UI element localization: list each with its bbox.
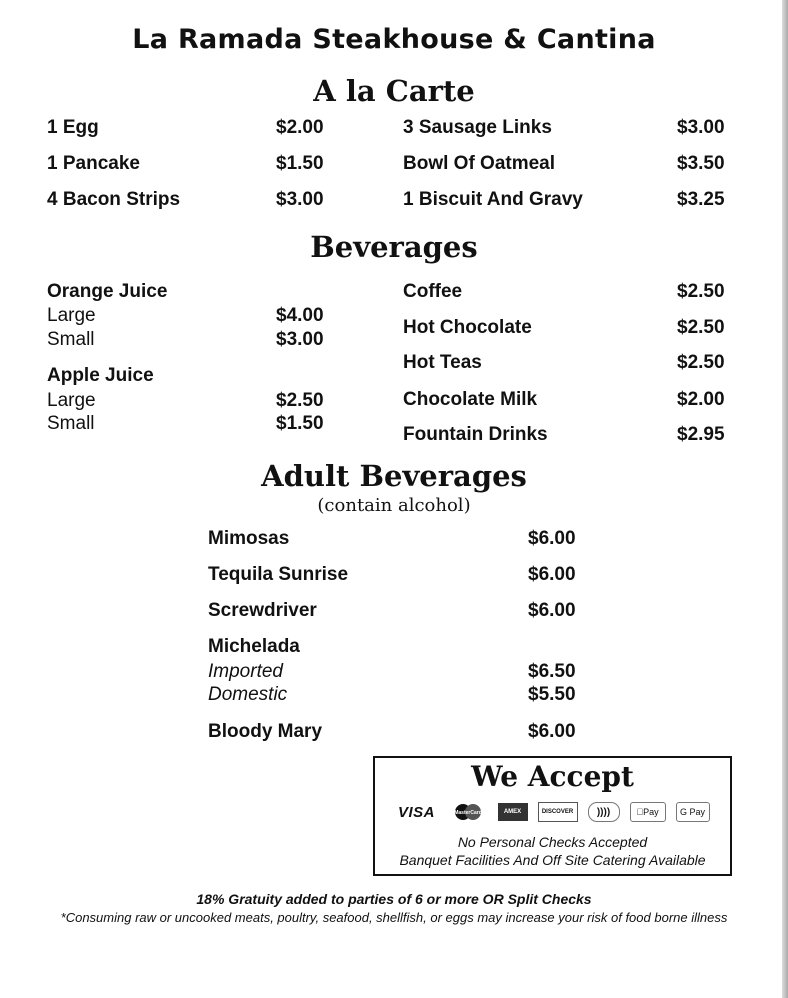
restaurant-name: La Ramada Steakhouse & Cantina xyxy=(132,24,656,55)
size-label: Large xyxy=(47,390,96,411)
menu-item-name: Tequila Sunrise xyxy=(208,564,349,585)
beverages-heading: Beverages xyxy=(310,230,478,264)
menu-item-price: $1.50 xyxy=(276,153,324,174)
menu-item-price: $5.50 xyxy=(528,684,576,705)
discover-icon: DISCOVER xyxy=(538,802,578,822)
a-la-carte-heading: A la Carte xyxy=(313,74,475,108)
menu-item-price: $6.00 xyxy=(528,528,576,549)
gratuity-note: 18% Gratuity added to parties of 6 or more OR Split Checks xyxy=(196,891,592,907)
menu-item-name: 3 Sausage Links xyxy=(403,117,552,138)
menu-item-price: $6.00 xyxy=(528,564,576,585)
contactless-icon: )))) xyxy=(588,802,620,822)
variant-label: Imported xyxy=(208,661,283,682)
menu-item-price: $2.50 xyxy=(677,317,725,338)
google-pay-icon: G Pay xyxy=(676,802,710,822)
menu-item-price: $6.00 xyxy=(528,721,576,742)
menu-item-price: $1.50 xyxy=(276,413,324,434)
menu-item-price: $2.50 xyxy=(677,281,725,302)
menu-item-price: $2.00 xyxy=(677,389,725,410)
menu-item-price: $3.50 xyxy=(677,153,725,174)
menu-item-name: 1 Biscuit And Gravy xyxy=(403,189,583,210)
menu-item-price: $2.95 xyxy=(677,424,725,445)
menu-item-name: Screwdriver xyxy=(208,600,317,621)
alcohol-note: (contain alcohol) xyxy=(317,495,471,516)
mastercard-icon xyxy=(448,803,488,821)
size-label: Small xyxy=(47,329,95,350)
payment-cards xyxy=(375,802,730,822)
menu-item-name: Chocolate Milk xyxy=(403,389,538,410)
health-disclaimer: *Consuming raw or uncooked meats, poultry, seafood, shellfish, or eggs may increase your risk of food borne illness xyxy=(60,910,728,925)
menu-item-name: Bowl Of Oatmeal xyxy=(403,153,556,174)
menu-item-name: Bloody Mary xyxy=(208,721,323,742)
menu-item-price: $3.00 xyxy=(276,189,324,210)
size-label: Small xyxy=(47,413,95,434)
menu-item-name: 4 Bacon Strips xyxy=(47,189,181,210)
catering-note: Banquet Facilities And Off Site Catering Available xyxy=(399,852,706,868)
menu-item-price: $3.00 xyxy=(276,329,324,350)
size-label: Large xyxy=(47,305,96,326)
menu-item-price: $2.50 xyxy=(276,390,324,411)
beverage-michelada: Michelada xyxy=(208,636,300,657)
menu-item-price: $2.00 xyxy=(276,117,324,138)
menu-item-name: Hot Chocolate xyxy=(403,317,532,338)
menu-item-name: 1 Pancake xyxy=(47,153,140,174)
menu-item-name: 1 Egg xyxy=(47,117,99,138)
apple-pay-text: Pay xyxy=(639,807,656,817)
mastercard-text: MasterCard xyxy=(453,810,482,816)
visa-icon: VISA xyxy=(397,803,435,821)
menu-item-price: $3.00 xyxy=(677,117,725,138)
apple-pay-icon xyxy=(630,802,666,822)
menu-item-price: $2.50 xyxy=(677,352,725,373)
beverage-orange-juice: Orange Juice xyxy=(47,281,168,302)
menu-item-name: Coffee xyxy=(403,281,463,302)
menu-item-name: Mimosas xyxy=(208,528,290,549)
menu-item-price: $6.50 xyxy=(528,661,576,682)
menu-item-name: Fountain Drinks xyxy=(403,424,548,445)
amex-icon: AMEX xyxy=(498,803,528,821)
beverage-apple-juice: Apple Juice xyxy=(47,365,154,386)
menu-item-name: Hot Teas xyxy=(403,352,482,373)
menu-item-price: $6.00 xyxy=(528,600,576,621)
adult-beverages-heading: Adult Beverages xyxy=(261,459,527,493)
no-checks-note: No Personal Checks Accepted xyxy=(457,834,648,850)
we-accept-heading: We Accept xyxy=(471,760,634,793)
payment-box xyxy=(373,756,732,876)
menu-item-price: $3.25 xyxy=(677,189,725,210)
variant-label: Domestic xyxy=(208,684,288,705)
menu-item-price: $4.00 xyxy=(276,305,324,326)
